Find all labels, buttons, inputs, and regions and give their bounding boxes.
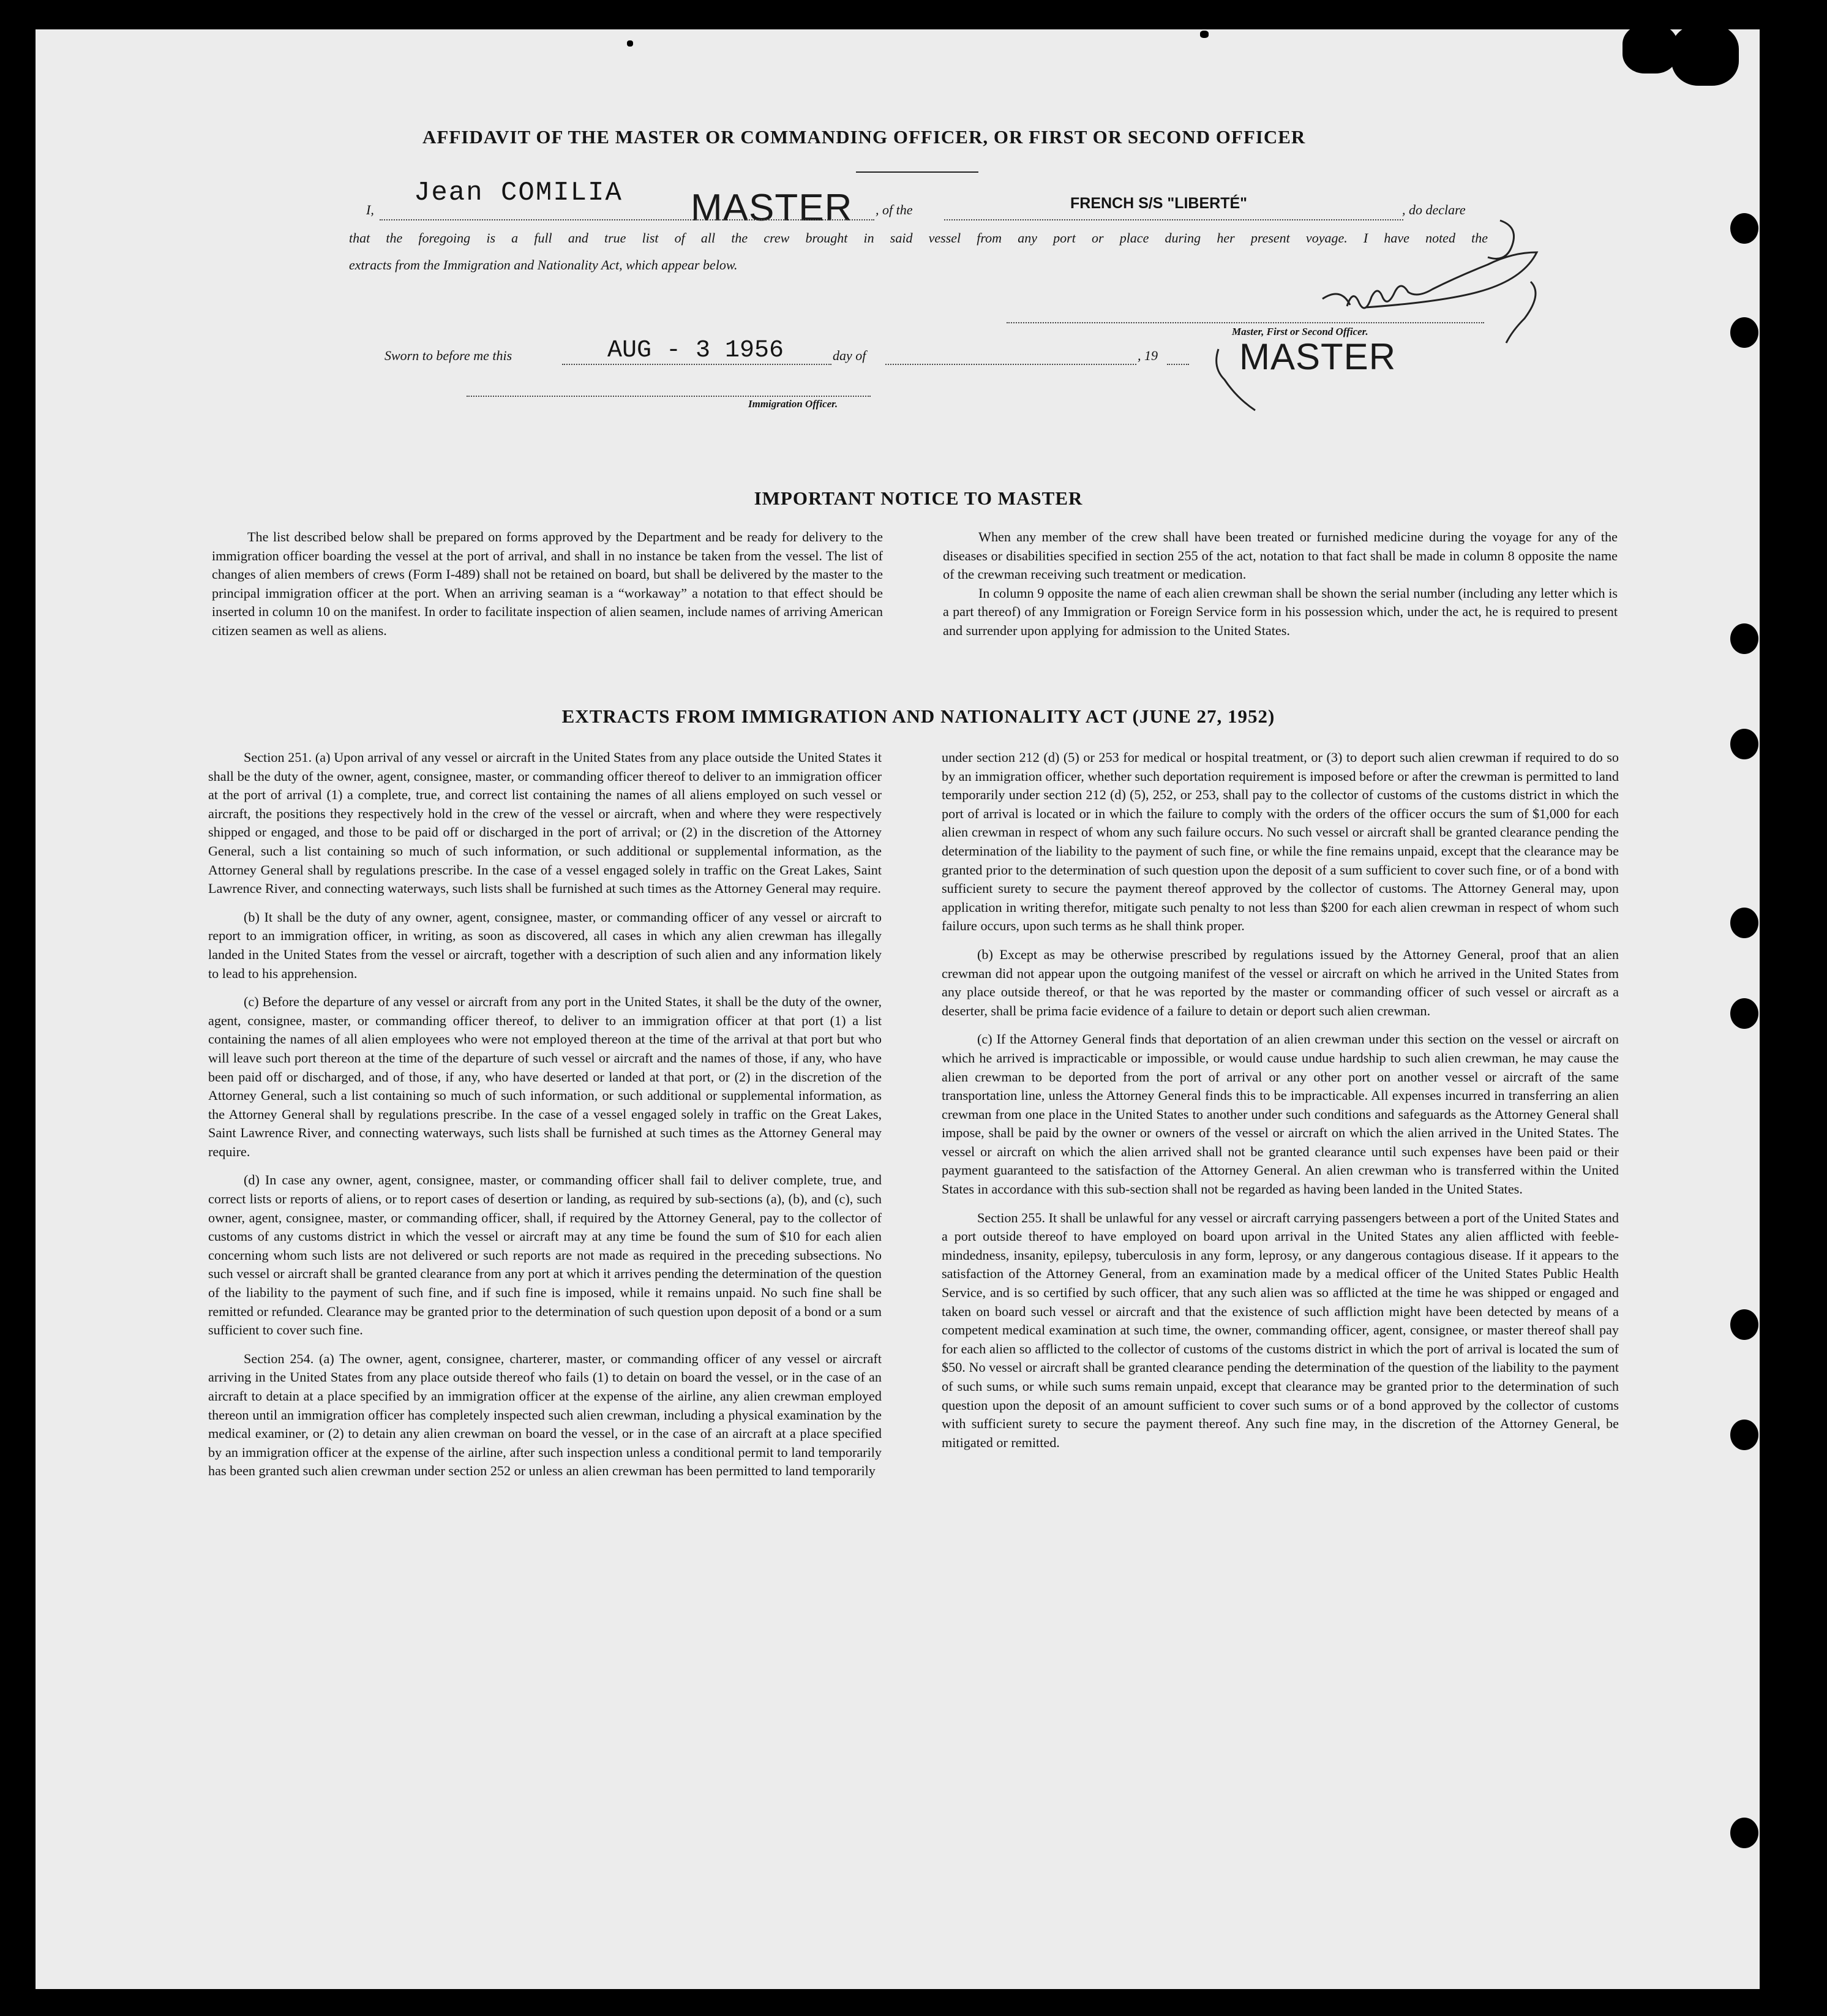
torn-edge-mark (1623, 24, 1678, 73)
sworn-date-line (562, 364, 831, 365)
officer-caption: Immigration Officer. (748, 398, 838, 410)
do-declare-label: , do declare (1402, 202, 1466, 217)
day-of-label: day of (833, 348, 866, 363)
extract-paragraph: Section 251. (a) Upon arrival of any vessel or aircraft in the United States from any place outside the United States it shall be the duty of the owner, agent, consignee, master, or commanding officer thereof to deliver to an immigration officer at the port of arrival (1) a complete, true, and correct list containing the names of all aliens employed on such vessel or aircraft, the positions they respectively hold in the crew of the vessel or aircraft, when and where they were respectively shipped or engaged, and those to be paid off or discharged in the port of arrival; or (2) in the discretion of the Attorney General, such a list containing so much of such information, or such additional or supplemental information, as the Attorney General shall by regulations prescribe. In the case of a vessel engaged solely in traffic on the Great Lakes, Saint Lawrence River, and connecting waterways, such lists shall be furnished at such times as the Attorney General may require. (208, 750, 882, 897)
vessel-name: FRENCH S/S "LIBERTÉ" (1070, 195, 1248, 212)
declaration-line-1: that the foregoing is a full and true list of all the crew brought in said vessel from any port or place during her present voyage. I have noted the (349, 230, 1488, 246)
extract-paragraph: (b) Except as may be otherwise prescribed by regulations issued by the Attorney General, proof that an alien crewman did not appear upon the outgoing manifest of the vessel or aircraft on which he arrived in the United States from any place outside thereof, or that he was reported by the master or commanding officer of such vessel or aircraft as a deserter, shall be prima facie evidence of a failure to detain or deport such alien crewman. (942, 946, 1619, 1018)
notice-paragraph: The list described below shall be prepared on forms approved by the Department and be ready for delivery to the immigration officer boarding the vessel at the port of arrival, and shall in no instance be taken from the vessel. The list of changes of alien members of crews (Form I-489) shall not be retained on board, but shall be delivered by the master to the principal immigration officer at the port. When an arriving seaman is a “workaway” a notation to that effect should be inserted in column 10 on the manifest. In order to facilitate inspection of alien seamen, include names of arriving American citizen seamen as well as aliens. (212, 529, 883, 638)
binder-hole (1730, 623, 1758, 654)
master-stamp: MASTER (1239, 336, 1397, 377)
extracts-left-column (208, 748, 882, 1491)
extract-paragraph: (c) If the Attorney General finds that deportation of an alien crewman under this section on the vessel or aircraft on which he arrived is impracticable or impossible, or would cause undue hardship to such alien crewman, he may cause the alien crewman to be deported from the port of arrival or any other port on another vessel or aircraft of the same transportation line, unless the Attorney General finds this to be impracticable. All expenses incurred in transferring an alien crewman from one place in the United States to another under such conditions and safeguards as the Attorney General shall impose, shall be paid by the owner or owners of the vessel or aircraft on which the alien arrived in the United States. The vessel or aircraft on which the alien arrived shall not be granted clearance until such expenses have been paid or their payment guaranteed to the satisfaction of the Attorney General. An alien crewman who is transferred within the United States in accordance with this sub-section shall not be regarded as having been landed in the United States. (942, 1031, 1619, 1197)
binder-hole (1730, 317, 1758, 348)
notice-heading: IMPORTANT NOTICE TO MASTER (754, 487, 1083, 509)
speck (1200, 31, 1209, 38)
binder-hole (1730, 998, 1758, 1029)
binder-hole (1730, 908, 1758, 938)
officer-line (467, 396, 871, 397)
signature-line (1007, 322, 1484, 323)
master-name: Jean COMILIA (414, 178, 623, 208)
binder-hole (1730, 213, 1758, 244)
binder-hole (1730, 1420, 1758, 1450)
extract-paragraph: (c) Before the departure of any vessel or aircraft from any port in the United States, it shall be the duty of the owner, agent, consignee, master, or commanding officer thereof, to deliver to an immigration officer at that port (1) a list containing the names of all alien employees who were not employed thereon at the time of the arrival at that port but who will leave such port thereon at the time of the departure of such vessel or aircraft and the names of those, if any, who have been paid off or discharged, and of those, if any, who have deserted or landed at that port, or (2) in the discretion of the Attorney General, such a list containing so much of such information, or such additional or supplemental information, as the Attorney General shall by regulations prescribe. In the case of a vessel engaged solely in traffic on the Great Lakes, Saint Lawrence River, and connecting waterways, such lists shall be furnished at such times as the Attorney General may require. (208, 994, 882, 1159)
i-label: I, (366, 202, 374, 217)
torn-edge-mark (1671, 24, 1739, 86)
rank-stamp: MASTER (691, 187, 853, 229)
speck (627, 40, 633, 47)
year-line (1167, 364, 1189, 365)
binder-hole (1730, 1309, 1758, 1340)
extract-paragraph: (b) It shall be the duty of any owner, agent, consignee, master, or commanding officer of any vessel or aircraft to report to an immigration officer, in writing, as soon as discovered, all cases in which any alien crewman has illegally landed in the United States from the vessel or aircraft, together with a description of such alien and any information likely to lead to his apprehension. (208, 909, 882, 981)
notice-right-column (943, 528, 1618, 650)
signature (1310, 220, 1567, 343)
sworn-label: Sworn to before me this (385, 348, 512, 363)
notice-paragraph: When any member of the crew shall have been treated or furnished medicine during the voyage for any of the diseases or disabilities specified in section 255 of the act, notation to that fact shall be made in column 8 opposite the name of the crewman receiving such treatment or medication. (943, 529, 1618, 582)
declaration-line-2: extracts from the Immigration and Nationality Act, which appear below. (349, 257, 738, 273)
name-line (380, 219, 874, 220)
extracts-right-column (942, 748, 1619, 1462)
extract-paragraph: Section 254. (a) The owner, agent, consignee, charterer, master, or commanding officer of any vessel or aircraft arriving in the United States from any place outside thereof who fails (1) to detain on board the vessel, or in the case of an aircraft to detain at a place specified by an immigration officer at the expense of the airline, any alien crewman employed thereon until an immigration officer has completely inspected such alien crewman, including a physical examination by the medical examiner, or (2) to detain any alien crewman on board the vessel, or in the case of an aircraft at a place specified by an immigration officer at the expense of the airline, after such inspection unless a conditional permit to land temporarily has been granted such alien crewman under section 252 or unless an alien crewman has been permitted to land temporarily (208, 1350, 882, 1479)
binder-hole (1730, 729, 1758, 759)
signature-caption: Master, First or Second Officer. (1232, 326, 1368, 337)
notice-paragraph: In column 9 opposite the name of each alien crewman shall be shown the serial number (including any letter which is a part thereof) of any Immigration or Foreign Service form in his possession which, under the act, he is required to present and surrender upon applying for admission to the United States. (943, 585, 1618, 638)
month-line (885, 364, 1136, 365)
extract-paragraph: (d) In case any owner, agent, consignee, master, or commanding officer shall fail to deliver complete, true, and correct lists or reports of aliens, or to report cases of desertion or landing, as required by sub-sections (a), (b), and (c), such owner, agent, consignee, master, or commanding officer, shall, if required by the Attorney General, pay to the collector of customs of any customs district in which the vessel or aircraft may at any time be found the sum of $10 for each alien concerning whom such lists are not delivered or such reports are not made as required in the preceding subsections. No such vessel or aircraft shall be granted clearance from any port at which it arrives pending the determination of the question of the liability to the payment of such fine, and if such fine is imposed, while it remains unpaid. No such fine shall be remitted or refunded. Clearance may be granted prior to the determination of such question upon deposit of a bond or a sum sufficient to cover such fine. (208, 1172, 882, 1338)
title-underline (856, 171, 978, 173)
extract-paragraph: Section 255. It shall be unlawful for any vessel or aircraft carrying passengers between a port of the United States and a port outside thereof to have employed on board upon arrival in the United States any alien afflicted with feeble-mindedness, insanity, epilepsy, tuberculosis in any form, leprosy, or any dangerous contagious disease. If it appears to the satisfaction of the Attorney General, from an examination made by a medical officer of the United States Public Health Service, and is so certified by such officer, that any such alien was so afflicted at the time he was shipped or engaged and taken on board such vessel or aircraft and that the existence of such affliction might have been detected by means of a competent medical examination at such time, the owner, commanding officer, agent, consignee, or master thereof shall pay for each alien so afflicted to the collector of customs of the customs district in which the port of arrival is located the sum of $50. No vessel or aircraft shall be granted clearance pending the determination of the question of the liability to the payment of such sums, or while such sums remain unpaid, except that clearance may be granted prior to the determination of such question upon the deposit of an amount sufficient to cover such sums or of a bond approved by the collector of customs with sufficient surety to secure the payment thereof. Any such fine may, in the discretion of the Attorney General, be mitigated or remitted. (942, 1209, 1619, 1450)
year-label: , 19 (1138, 348, 1158, 363)
binder-hole (1730, 1818, 1758, 1848)
sworn-date: AUG - 3 1956 (607, 337, 784, 364)
form-title: AFFIDAVIT OF THE MASTER OR COMMANDING OFFICER, OR FIRST OR SECOND OFFICER (422, 126, 1306, 148)
notice-left-column (212, 528, 883, 650)
of-the-label: , of the (876, 202, 913, 217)
extracts-heading: EXTRACTS FROM IMMIGRATION AND NATIONALITY ACT (JUNE 27, 1952) (561, 705, 1275, 727)
extract-paragraph: under section 212 (d) (5) or 253 for medical or hospital treatment, or (3) to deport such alien crewman if required to do so by an immigration officer, whether such deportation requirement is imposed before or after the crewman is permitted to land temporarily under section 212 (d) (5), 252, or 253, shall pay to the collector of customs of the customs district in which the port of arrival is located or in which the failure to comply with the orders of the officer occurs the sum of $1,000 for each alien crewman in respect of whom any such failure occurs. No such vessel or aircraft shall be granted clearance pending the determination of the liability to the payment of such fine, or while the fine remains unpaid, except that the clearance may be granted prior to the determination of such question upon the deposit of a sum sufficient to cover such fine, or of a bond with sufficient surety to secure the payment thereof approved by the collector of customs. The Attorney General may, upon application in writing therefor, mitigate such penalty to not less than $200 for each alien crewman in respect of whom such failure occurs, upon such terms as he shall think proper. (942, 750, 1619, 934)
pen-stroke (1206, 337, 1255, 410)
